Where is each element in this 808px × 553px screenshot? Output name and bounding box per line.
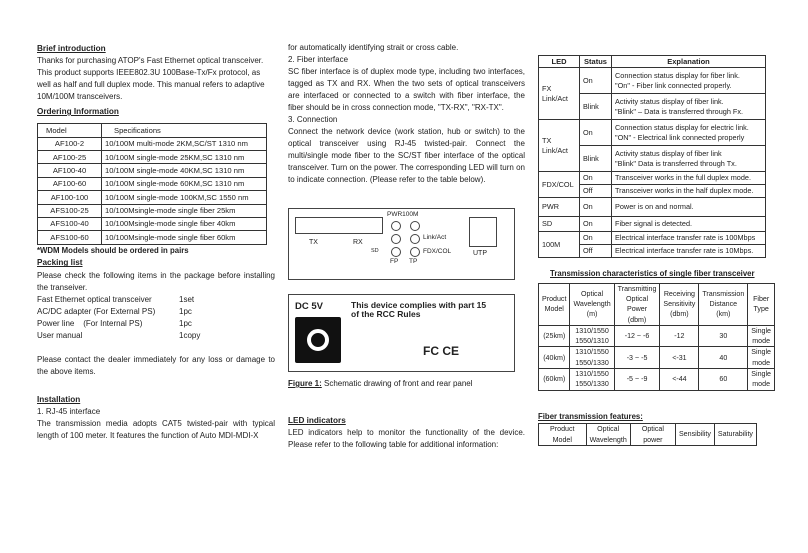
spec-cell: 10/100M multi-mode 2KM,SC/ST 1310 nm: [102, 137, 267, 150]
explanation-cell: Activity status display of fiber link "Blink" Data is transferred through Tx.: [612, 146, 766, 172]
header-distance: Transmission Distance (km): [699, 283, 748, 325]
spec-cell: 10/100M single-mode 100KM,SC 1550 nm: [102, 191, 267, 204]
explanation-cell: Fiber signal is detected.: [612, 217, 766, 232]
rj45-subheading: 1. RJ-45 interface: [37, 406, 101, 416]
explanation-cell: Transceiver works in the full duplex mode.: [612, 172, 766, 185]
ordering-table: [37, 123, 267, 245]
ordering-heading: Ordering Information: [37, 107, 119, 117]
packing-item: [37, 330, 275, 342]
fiber-type-cell: Single mode: [748, 368, 775, 390]
transmission-table: [538, 283, 775, 391]
led-table: [538, 55, 766, 258]
distance-cell: 60: [699, 368, 748, 390]
header-specifications: Specifications: [102, 124, 267, 137]
table-row: [38, 191, 267, 204]
table-row: [38, 231, 267, 244]
status-cell: On: [580, 198, 612, 217]
header-led: LED: [539, 56, 580, 68]
fdx-col-led: [410, 247, 420, 257]
rx-label: RX: [353, 239, 363, 246]
table-row: [38, 151, 267, 164]
sensitivity-cell: -12: [660, 325, 699, 347]
packing-item-qty: 1set: [179, 294, 195, 304]
fiber-type-cell: Single mode: [748, 325, 775, 347]
packing-contact: Please contact the dealer immediately for any loss or damage to the above items.: [37, 354, 275, 376]
distance-cell: 30: [699, 325, 748, 347]
column-1: [37, 42, 275, 442]
packing-item-name: Power line (For Internal PS): [37, 318, 143, 328]
model-cell: AF100-100: [38, 191, 102, 204]
explanation-cell: Transceiver works in the half duplex mode.: [612, 185, 766, 198]
fiber-features-table: [538, 423, 757, 446]
fiber-features-heading: Fiber transmission features:: [538, 411, 643, 421]
dc-jack-block: [295, 317, 341, 363]
status-cell: On: [580, 217, 612, 232]
status-cell: Blink: [580, 94, 612, 120]
dc-5v-label: DC 5V: [295, 301, 323, 312]
status-cell: On: [580, 172, 612, 185]
explanation-cell: Electrical interface transfer rate is 100Mbps: [612, 232, 766, 245]
fiber-paragraph: SC fiber interface is of duplex mode type, including two interfaces, tagged as TX and RX. When the two sets of optical transceivers are interfaced or connected to a switch with fiber interface, the fiber should be in cross connection mode, "TX-RX", "RX-TX".: [288, 67, 525, 112]
led-cell: PWR: [539, 198, 580, 217]
table-row: [539, 232, 766, 245]
sensitivity-cell: <-31: [660, 347, 699, 369]
header-tx-power: Transmitting Optical Power (dbm): [614, 283, 660, 325]
pwr-led: [391, 221, 401, 231]
model-cell: AF100-40: [38, 164, 102, 177]
model-cell: AF100-60: [38, 177, 102, 190]
packing-heading: Packing list: [37, 258, 83, 268]
spec-cell: 10/100Msingle-mode single fiber 25km: [102, 204, 267, 217]
pwr-100m-label: PWR100M: [387, 211, 419, 218]
status-cell: Blink: [580, 146, 612, 172]
tx-power-cell: -5 ~ -9: [614, 368, 660, 390]
fiber-subheading: 2. Fiber interface: [288, 55, 349, 64]
led-indicators-paragraph: LED indicators help to monitor the functionality of the device. Please refer to the following table for additional information:: [288, 428, 525, 450]
model-cell: AF100-2: [38, 137, 102, 150]
dc-jack-ring: [307, 329, 329, 351]
sd-label: SD: [371, 248, 379, 254]
brief-heading: Brief introduction: [37, 44, 106, 53]
packing-item-qty: 1pc: [179, 318, 192, 328]
utp-port: [469, 217, 497, 247]
spec-cell: 10/100M single-mode 40KM,SC 1310 nm: [102, 164, 267, 177]
spec-cell: 10/100M single-mode 60KM,SC 1310 nm: [102, 177, 267, 190]
header-explanation: Explanation: [612, 56, 766, 68]
rear-panel-drawing: [288, 294, 515, 372]
led-cell: SD: [539, 217, 580, 232]
compliance-line-2: of the RCC Rules: [351, 309, 421, 319]
sensitivity-cell: <-44: [660, 368, 699, 390]
model-cell: AF100-25: [38, 151, 102, 164]
header-optical-wavelength: Optical Wavelength: [586, 424, 630, 446]
table-row: [539, 172, 766, 185]
explanation-cell: Power is on and normal.: [612, 198, 766, 217]
explanation-cell: Connection status display for electric link. "ON" - Electrical link connected properly: [612, 120, 766, 146]
brief-line: This product supports IEEE802.3U 100Base-Tx/Fx protocol, as: [37, 68, 261, 78]
link-act-label: Link/Act: [423, 234, 447, 241]
column-3: [538, 55, 772, 446]
header-product-model: Product Model: [539, 283, 570, 325]
packing-item: [37, 306, 275, 318]
column-2: [288, 42, 525, 451]
header-saturability: Saturability: [714, 424, 756, 446]
connection-subheading: 3. Connection: [288, 115, 338, 124]
status-cell: Off: [580, 245, 612, 258]
sd-led: [391, 247, 401, 257]
packing-item-qty: 1copy: [179, 330, 201, 340]
model-cell: AFS100-40: [38, 217, 102, 230]
packing-item-name: AC/DC adapter (For External PS): [37, 306, 156, 316]
fiber-port-window: [295, 217, 383, 234]
spec-cell: 10/100M single-mode 25KM,SC 1310 nm: [102, 151, 267, 164]
header-status: Status: [580, 56, 612, 68]
header-sensibility: Sensibility: [675, 424, 714, 446]
led-cell: FX Link/Act: [539, 68, 580, 120]
tx-power-cell: -12 ~ -6: [614, 325, 660, 347]
installation-heading: Installation: [37, 394, 81, 404]
table-row: [539, 198, 766, 217]
tx-power-cell: -3 ~ -5: [614, 347, 660, 369]
fp-label: FP: [390, 258, 399, 265]
led-cell: TX Link/Act: [539, 120, 580, 172]
tp-label: TP: [409, 258, 418, 265]
status-cell: Off: [580, 185, 612, 198]
link-act-led-tp: [410, 234, 420, 244]
model-cell: (60km): [539, 368, 570, 390]
header-product-model: Product Model: [539, 424, 587, 446]
table-row: [539, 325, 775, 347]
tx-label: TX: [309, 239, 318, 246]
explanation-cell: Electrical interface transfer rate is 10Mbps.: [612, 245, 766, 258]
fcc-ce-marks: FC CE: [423, 344, 459, 358]
table-row: [539, 120, 766, 146]
table-row: [38, 164, 267, 177]
model-cell: AFS100-60: [38, 231, 102, 244]
model-cell: (40km): [539, 347, 570, 369]
connection-paragraph: Connect the network device (work station, hub or switch) to the optical transceiver using RJ-45 twisted-pair. Connect the multi/single mode fiber to the SC/ST fiber interface of the optical transceiver. Turn on the power. The corresponding LED will turn on to indicate connection. (Please refer to the table below).: [288, 127, 525, 184]
rj45-paragraph-cont: for automatically identifying strait or cross cable.: [288, 43, 459, 52]
transmission-heading: Transmission characteristics of single fiber transceiver: [550, 269, 755, 279]
explanation-cell: Activity status display of fiber link. "Blink" – Data is transferred through Fx.: [612, 94, 766, 120]
led-indicators-heading: LED indicators: [288, 416, 346, 425]
table-row: [539, 217, 766, 232]
table-header-row: [539, 424, 757, 446]
figure-caption: [288, 378, 525, 390]
header-optical-power: Optical power: [630, 424, 675, 446]
packing-item: [37, 294, 275, 306]
table-row: [539, 347, 775, 369]
status-cell: On: [580, 120, 612, 146]
fiber-type-cell: Single mode: [748, 347, 775, 369]
100m-led: [410, 221, 420, 231]
table-row: [38, 204, 267, 217]
fdx-col-label: FDX/COL: [423, 248, 452, 255]
figure-caption-label: Figure 1:: [288, 379, 322, 388]
table-row: [38, 217, 267, 230]
table-header-row: [38, 124, 267, 137]
rj45-paragraph: The transmission media adopts CAT5 twisted-pair with typical length of 100 meter. It features the function of Auto MDI-MDI-X: [37, 418, 275, 440]
header-fiber-type: Fiber Type: [748, 283, 775, 325]
explanation-cell: Connection status display for fiber link. "On" - Fiber link connected properly.: [612, 68, 766, 94]
utp-label: UTP: [473, 250, 487, 257]
status-cell: On: [580, 232, 612, 245]
wavelength-cell: 1310/1550 1550/1330: [570, 347, 614, 369]
packing-intro: Please check the following items in the package before installing the transeiver.: [37, 270, 275, 292]
table-row: [38, 177, 267, 190]
header-rx-sensitivity: Receiving Sensitivity (dbm): [660, 283, 699, 325]
packing-item-name: Fast Ethernet optical transceiver: [37, 294, 152, 304]
table-row: [539, 368, 775, 390]
wdm-note: *WDM Models should be ordered in pairs: [37, 245, 189, 255]
table-header-row: [539, 283, 775, 325]
header-wavelength: Optical Wavelength (m): [570, 283, 614, 325]
brief-line: well as half and full duplex mode. This manual refers to adaptive: [37, 80, 265, 90]
table-header-row: [539, 56, 766, 68]
header-model: Model: [38, 124, 102, 137]
model-cell: (25km): [539, 325, 570, 347]
brief-line: Thanks for purchasing ATOP's Fast Ethernet optical transceiver.: [37, 56, 264, 66]
figure-caption-text: Schematic drawing of front and rear panel: [321, 379, 473, 388]
led-cell: FDX/COL: [539, 172, 580, 198]
table-row: [539, 68, 766, 94]
distance-cell: 40: [699, 347, 748, 369]
wavelength-cell: 1310/1550 1550/1330: [570, 368, 614, 390]
table-row: [38, 137, 267, 150]
wavelength-cell: 1310/1550 1550/1310: [570, 325, 614, 347]
spec-cell: 10/100Msingle-mode single fiber 40km: [102, 217, 267, 230]
packing-item-qty: 1pc: [179, 306, 192, 316]
brief-line: 10M/100M transceivers.: [37, 92, 123, 102]
packing-item: [37, 318, 275, 330]
spec-cell: 10/100Msingle-mode single fiber 60km: [102, 231, 267, 244]
link-act-led-fp: [391, 234, 401, 244]
status-cell: On: [580, 68, 612, 94]
led-cell: 100M: [539, 232, 580, 258]
compliance-line-1: This device complies with part 15: [351, 300, 487, 310]
packing-item-name: User manual: [37, 330, 83, 340]
front-panel-drawing: [288, 208, 515, 280]
model-cell: AFS100-25: [38, 204, 102, 217]
